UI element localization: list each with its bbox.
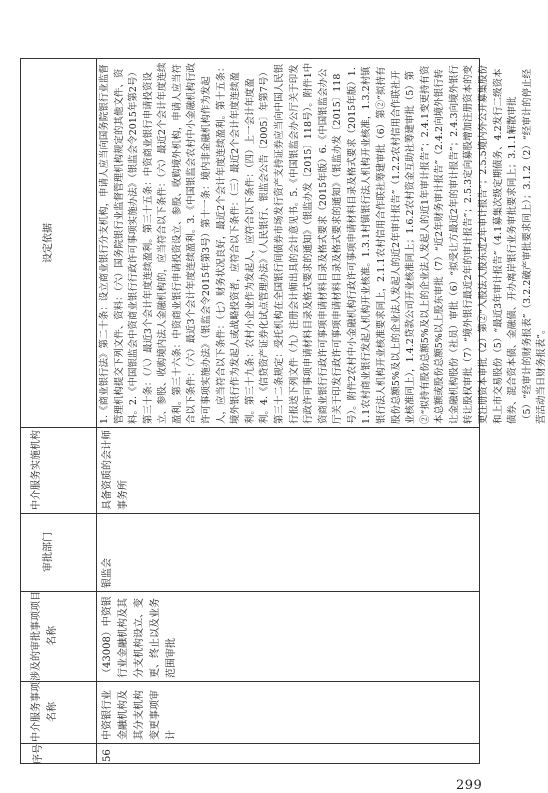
row-provider: 具备资质的会计师事务所 — [102, 430, 129, 510]
row-no: 56 — [102, 749, 113, 762]
header-provider: 中介服务实施机构 — [31, 430, 42, 510]
row-related-approval: （43008）中资银行业金融机构及其分支机构设立、变更、终止以及业务范围审批 — [102, 596, 177, 678]
header-related-approval: 涉及的审批事项项目名称 — [31, 591, 58, 681]
row-item-name: 中资银行业金融机构及其分支机构变更事项审计 — [102, 690, 177, 740]
header-department: 审批部门 — [43, 532, 54, 572]
approval-table — [20, 58, 548, 764]
row-basis: 1.《商业银行法》第二十条：设立商业银行分支机构，申请人应当向国务院银行业监督管理机构提交下列文件、资料：（六）国务院银行业监督管理机构规定的其他文件、资料。2.《中国银监会中资商业银行行政许可事项实施办法》（银监会令2015年第2号）第三十条：（八）最近3个会计年度连续盈利。第三十五条：中资商业银行申请投资设立、参股、收购境内法人金融机构的，应当符合以下条件：（六）最近2个会计年度连续盈利。第三十六条：中资商业银行申请投资设立、参股、收购境外机构，申请人应当符合以下条件：（六）最近3个会计年度连续盈利。3.《中国银监会农村中小金融机构行政许可事项实施办法》（银监会令2015年第3号）第十一条：境内非金融机构作为发起人，应当符合以下条件：（七）财务状况良好，最近2个会计年度连续盈利。第十五条：境外银行作为发起人或战略投资者，应符合以下条件：（三）最近2个会计年度连续盈利。第三十九条：农村小企业作为发起人，应符合以下条件：（四）上一会计年度盈利。4.《信贷资产证券化试点管理办法》（人民银行、银监会公告〔2005〕年第7号）第三十二条规定：受托机构在全国银行间债券市场发行资产支持证券应当向中国人民银行报送下列文件（九）注册会计师出具的会计意见书。5.《中国银监会办公厅关于印发行政许可事项申请材料目录及格式要求的通知》（银监办发〔2015〕118号）。附件1中资商业银行行政许可事项申请材料目录及格式要求（2015年版）6.《中国银监会办公厅关于印发行政许可事项申请材料目录及格式要求的通知》（银监办发〔2015〕118号）。附件2农村中小金融机构行政许可事项申请材料目录及格式要求（2015年版）1.1.1农村商业银行发起人机构开业核准。1.3.1村镇银行法人机构开业核准，1.3.2村镇银行法人机构开业核准要求同上，2.1.1农村信用合作联社筹建审批（6）第②“拟持有股份总额5%及以上的企业法人发起人的近2年审计报告”（1.2.2农村信用合作联社开业核准同上），1.4.2贷款公司开业核准同上；1.6.2农村资金互助社筹建审批（5）第②“拟持有股份总额5%及以上的企业法人发起人的近1年审计报告”；2.4.1变更持有资本总额或股份总额5%以上股东审批（7）“近2年财务审计报告”（2.4.2向境外银行转让金融机构股份（社员）审批（6）“拟受让方最近2年的审计报告”；2.4.3向境外银行转让股权审批（7）“境外银行最近2年的审计报告”；2.5.3定向募股增加注册资本的变更注册资本审批（2）第②“入股法人股东近2年审计报告”；2.5.5境内外公开募集股份和上市交易股份（5）“最近3年审计报告”（4.1募集次级定期债务、4.2发行二级资本债券、混合资本债、金融债、开办离岸银行业务审批要求同上；3.1.1解散审批（5）“经审计的财务报表”（3.2.2破产审批要求同上）；3.1.2（2）“经审计的停止经营活动当日财务报表”。 — [99, 62, 548, 424]
header-no: 序号 — [33, 744, 44, 764]
header-basis: 设定依据 — [43, 223, 54, 263]
header-item-name: 中介服务事项名称 — [31, 682, 58, 742]
row-department: 银监会 — [102, 558, 113, 588]
rotated-content — [21, 59, 548, 765]
page-number: 299 — [456, 778, 483, 793]
